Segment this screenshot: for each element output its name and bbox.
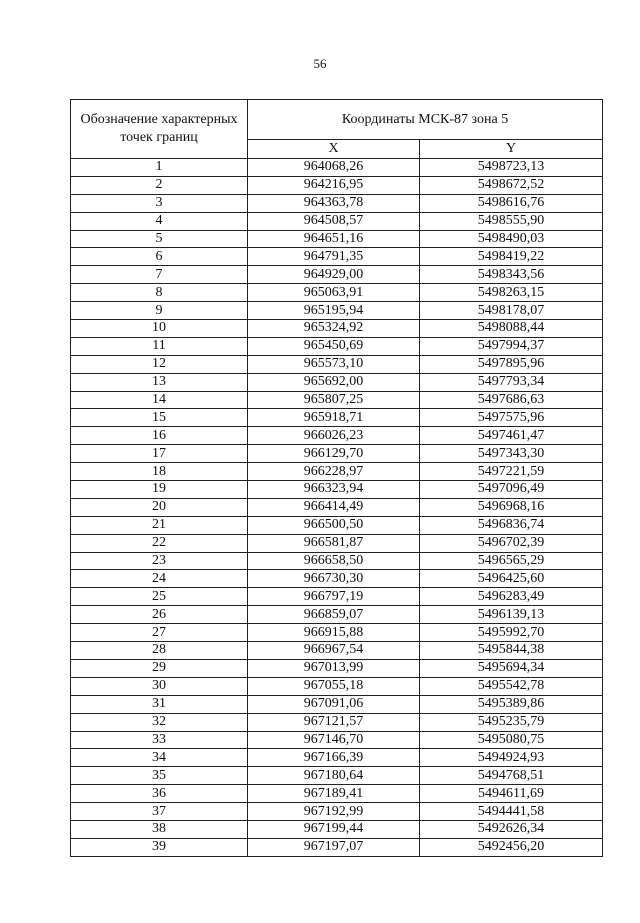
point-number-cell: 3 [71,194,248,212]
y-coordinate-cell: 5495389,86 [420,695,603,713]
y-coordinate-cell: 5497096,49 [420,481,603,499]
table-row [71,803,603,821]
table-row [71,642,603,660]
point-number-cell: 11 [71,337,248,355]
x-coordinate-cell: 966026,23 [248,427,420,445]
table-row [71,194,603,212]
x-coordinate-cell: 967166,39 [248,749,420,767]
point-number-cell: 18 [71,463,248,481]
table-row [71,570,603,588]
point-number-cell: 13 [71,373,248,391]
table-row [71,659,603,677]
y-coordinate-cell: 5494611,69 [420,785,603,803]
table-row [71,427,603,445]
point-number-cell: 36 [71,785,248,803]
y-coordinate-cell: 5498178,07 [420,302,603,320]
x-coordinate-cell: 966915,88 [248,624,420,642]
point-number-cell: 22 [71,534,248,552]
x-coordinate-cell: 966730,30 [248,570,420,588]
table-row [71,785,603,803]
table-row [71,534,603,552]
table-row [71,731,603,749]
table-row [71,498,603,516]
table-row [71,176,603,194]
point-number-cell: 28 [71,642,248,660]
point-number-cell: 39 [71,838,248,856]
point-number-cell: 8 [71,284,248,302]
x-coordinate-cell: 964216,95 [248,176,420,194]
x-coordinate-cell: 967055,18 [248,677,420,695]
y-coordinate-cell: 5498555,90 [420,212,603,230]
point-number-cell: 33 [71,731,248,749]
x-coordinate-cell: 966859,07 [248,606,420,624]
y-coordinate-cell: 5492456,20 [420,838,603,856]
point-number-cell: 37 [71,803,248,821]
point-number-cell: 12 [71,355,248,373]
point-number-cell: 31 [71,695,248,713]
coordinates-table [70,99,603,857]
table-header-row [71,100,603,140]
table-row [71,606,603,624]
x-coordinate-cell: 965324,92 [248,320,420,338]
table-row [71,481,603,499]
x-coordinate-cell: 967192,99 [248,803,420,821]
point-number-cell: 32 [71,713,248,731]
y-coordinate-cell: 5498088,44 [420,320,603,338]
x-coordinate-cell: 964651,16 [248,230,420,248]
x-coordinate-cell: 967197,07 [248,838,420,856]
table-row [71,445,603,463]
table-row [71,516,603,534]
table-row [71,463,603,481]
table-body [71,159,603,857]
y-coordinate-cell: 5496139,13 [420,606,603,624]
x-coordinate-cell: 964363,78 [248,194,420,212]
page-number: 56 [313,56,327,71]
x-coordinate-cell: 965918,71 [248,409,420,427]
y-coordinate-cell: 5496425,60 [420,570,603,588]
x-coordinate-cell: 965807,25 [248,391,420,409]
y-coordinate-cell: 5492626,34 [420,820,603,838]
point-number-cell: 23 [71,552,248,570]
table-row [71,248,603,266]
point-number-cell: 25 [71,588,248,606]
table-row [71,159,603,177]
y-coordinate-cell: 5497895,96 [420,355,603,373]
y-coordinate-cell: 5498263,15 [420,284,603,302]
y-coordinate-cell: 5498490,03 [420,230,603,248]
x-coordinate-cell: 964508,57 [248,212,420,230]
x-coordinate-cell: 967189,41 [248,785,420,803]
table-row [71,230,603,248]
table-row [71,391,603,409]
point-number-cell: 7 [71,266,248,284]
table-row [71,320,603,338]
y-coordinate-cell: 5497461,47 [420,427,603,445]
x-coordinate-cell: 964929,00 [248,266,420,284]
table-row [71,284,603,302]
table-row [71,695,603,713]
table-row [71,624,603,642]
point-number-cell: 15 [71,409,248,427]
y-coordinate-cell: 5498672,52 [420,176,603,194]
x-coordinate-cell: 966581,87 [248,534,420,552]
table-row [71,767,603,785]
point-number-cell: 21 [71,516,248,534]
y-coordinate-cell: 5496968,16 [420,498,603,516]
point-number-cell: 9 [71,302,248,320]
x-coordinate-cell: 965450,69 [248,337,420,355]
point-number-cell: 6 [71,248,248,266]
table-row [71,713,603,731]
y-column-header: Y [420,140,603,159]
x-coordinate-cell: 965573,10 [248,355,420,373]
point-number-cell: 14 [71,391,248,409]
table-row [71,266,603,284]
point-number-cell: 5 [71,230,248,248]
point-number-cell: 24 [71,570,248,588]
x-coordinate-cell: 966500,50 [248,516,420,534]
x-coordinate-cell: 966967,54 [248,642,420,660]
table-row [71,838,603,856]
table-row [71,337,603,355]
point-number-cell: 4 [71,212,248,230]
x-coordinate-cell: 966323,94 [248,481,420,499]
y-coordinate-cell: 5495235,79 [420,713,603,731]
y-coordinate-cell: 5496283,49 [420,588,603,606]
x-coordinate-cell: 966414,49 [248,498,420,516]
point-number-cell: 20 [71,498,248,516]
x-coordinate-cell: 967121,57 [248,713,420,731]
y-coordinate-cell: 5495844,38 [420,642,603,660]
x-coordinate-cell: 965195,94 [248,302,420,320]
point-number-cell: 16 [71,427,248,445]
point-number-cell: 34 [71,749,248,767]
x-coordinate-cell: 966797,19 [248,588,420,606]
table-row [71,302,603,320]
y-coordinate-cell: 5496702,39 [420,534,603,552]
x-coordinate-cell: 967180,64 [248,767,420,785]
y-coordinate-cell: 5497686,63 [420,391,603,409]
point-number-cell: 17 [71,445,248,463]
point-number-cell: 38 [71,820,248,838]
x-coordinate-cell: 964068,26 [248,159,420,177]
x-coordinate-cell: 967146,70 [248,731,420,749]
table-row [71,820,603,838]
x-coordinate-cell: 967199,44 [248,820,420,838]
y-coordinate-cell: 5495694,34 [420,659,603,677]
y-coordinate-cell: 5495080,75 [420,731,603,749]
y-coordinate-cell: 5494768,51 [420,767,603,785]
y-coordinate-cell: 5497994,37 [420,337,603,355]
y-coordinate-cell: 5497221,59 [420,463,603,481]
point-label-header: Обозначение характерных точек границ [71,100,248,159]
y-coordinate-cell: 5494441,58 [420,803,603,821]
y-coordinate-cell: 5496836,74 [420,516,603,534]
x-coordinate-cell: 966658,50 [248,552,420,570]
x-coordinate-cell: 964791,35 [248,248,420,266]
x-coordinate-cell: 967013,99 [248,659,420,677]
table-row [71,355,603,373]
table-row [71,749,603,767]
y-coordinate-cell: 5498616,76 [420,194,603,212]
y-coordinate-cell: 5497793,34 [420,373,603,391]
y-coordinate-cell: 5497575,96 [420,409,603,427]
point-number-cell: 1 [71,159,248,177]
y-coordinate-cell: 5496565,29 [420,552,603,570]
point-number-cell: 2 [71,176,248,194]
x-coordinate-cell: 965692,00 [248,373,420,391]
table-row [71,212,603,230]
table-row [71,373,603,391]
table-row [71,588,603,606]
point-number-cell: 19 [71,481,248,499]
y-coordinate-cell: 5497343,30 [420,445,603,463]
y-coordinate-cell: 5495992,70 [420,624,603,642]
point-number-cell: 27 [71,624,248,642]
x-coordinate-cell: 966228,97 [248,463,420,481]
y-coordinate-cell: 5498419,22 [420,248,603,266]
x-coordinate-cell: 967091,06 [248,695,420,713]
y-coordinate-cell: 5494924,93 [420,749,603,767]
point-number-cell: 26 [71,606,248,624]
point-number-cell: 29 [71,659,248,677]
x-coordinate-cell: 965063,91 [248,284,420,302]
point-number-cell: 10 [71,320,248,338]
x-coordinate-cell: 966129,70 [248,445,420,463]
table-row [71,409,603,427]
x-column-header: X [248,140,420,159]
coordinates-group-header: Координаты МСК-87 зона 5 [248,100,603,140]
y-coordinate-cell: 5498343,56 [420,266,603,284]
table-row [71,677,603,695]
y-coordinate-cell: 5498723,13 [420,159,603,177]
point-number-cell: 30 [71,677,248,695]
point-number-cell: 35 [71,767,248,785]
y-coordinate-cell: 5495542,78 [420,677,603,695]
table-row [71,552,603,570]
